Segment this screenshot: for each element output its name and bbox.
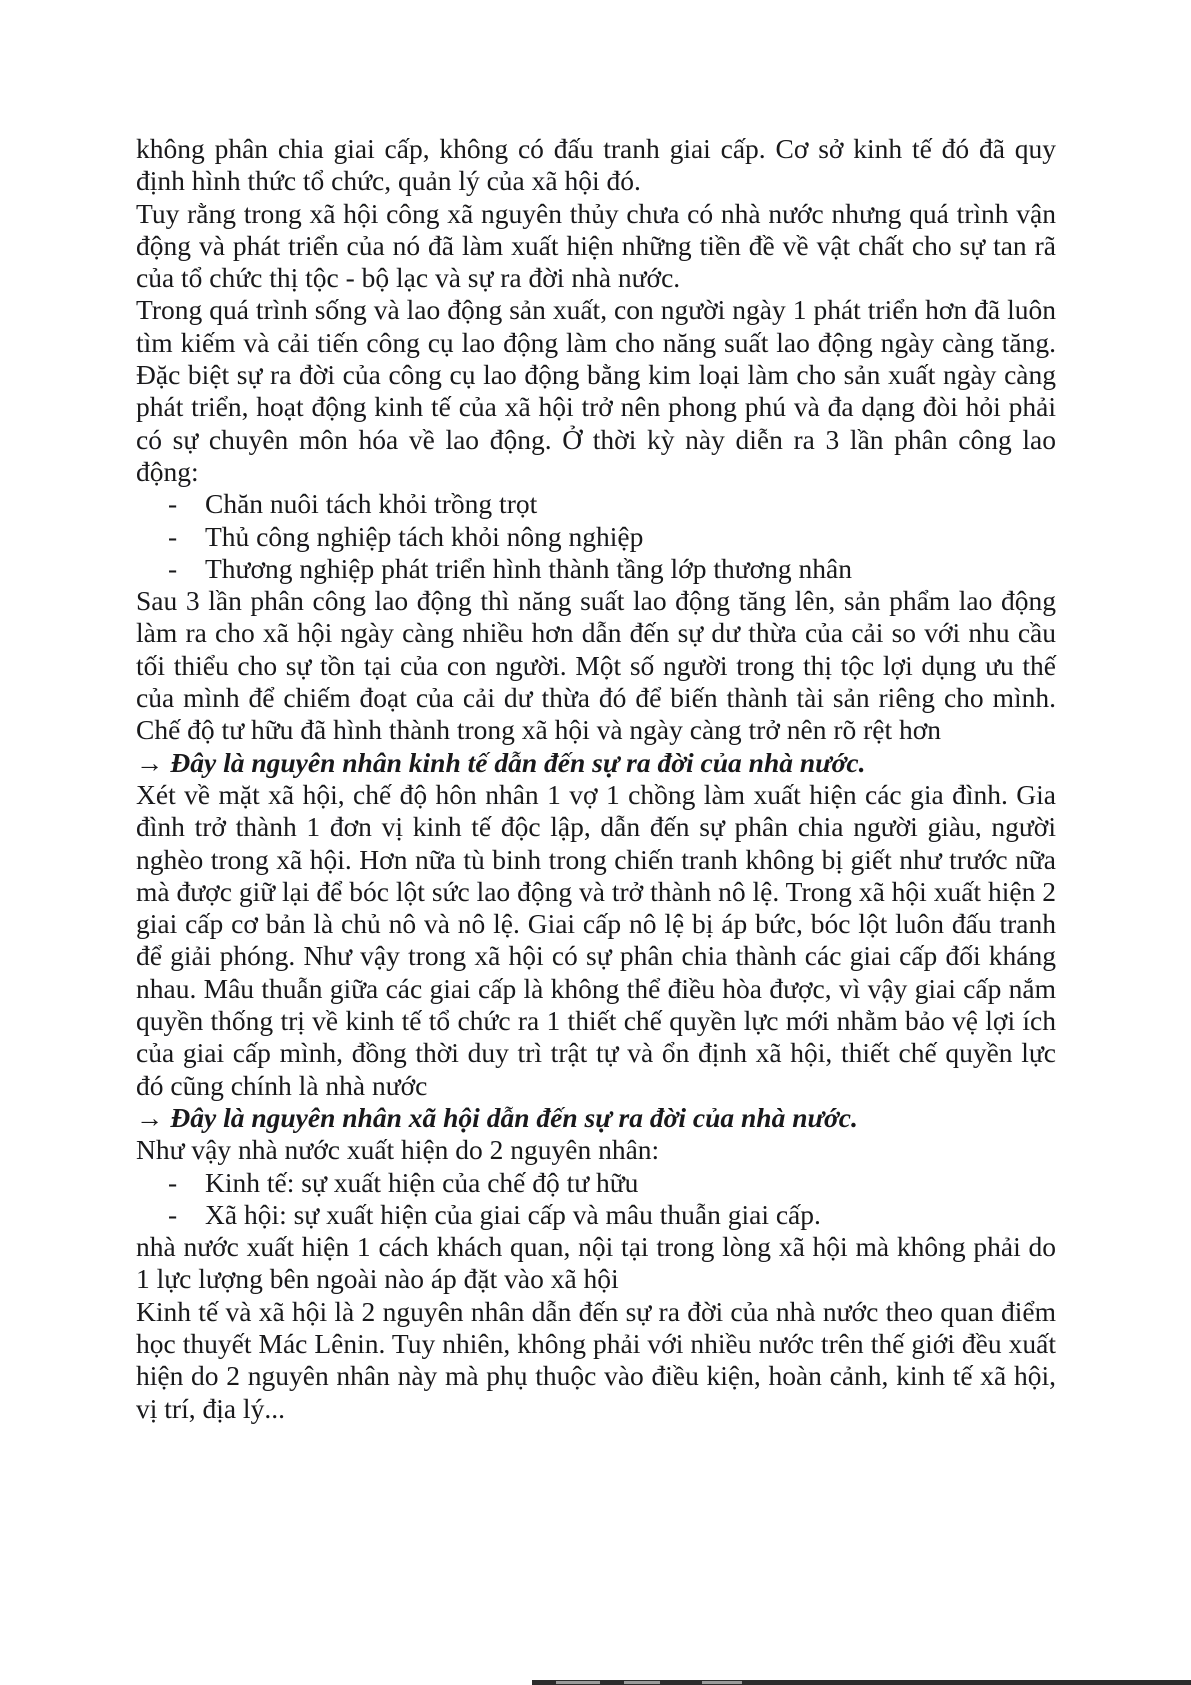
list-item — [136, 488, 1056, 520]
paragraph: không phân chia giai cấp, không có đấu tranh giai cấp. Cơ sở kinh tế đó đã quy định hình thức tổ chức, quản lý của xã hội đó. — [136, 133, 1056, 197]
page-edge-strip-segment — [702, 1681, 742, 1684]
list-marker: - — [168, 552, 178, 584]
list-marker: - — [168, 520, 178, 552]
list-marker: - — [168, 1198, 178, 1230]
list-item — [136, 1167, 1056, 1199]
list-item-text: Chăn nuôi tách khỏi trồng trọt — [205, 488, 538, 520]
emphasis-line — [136, 747, 1056, 779]
paragraph: nhà nước xuất hiện 1 cách khách quan, nội tại trong lòng xã hội mà không phải do 1 lực lượng bên ngoài nào áp đặt vào xã hội — [136, 1231, 1056, 1295]
paragraph: Trong quá trình sống và lao động sản xuất, con người ngày 1 phát triển hơn đã luôn tìm kiếm và cải tiến công cụ lao động làm cho năng suất lao động ngày càng tăng. Đặc biệt sự ra đời của công cụ lao động bằng kim loại làm cho sản xuất ngày càng phát triển, hoạt động kinh tế của xã hội trở nên phong phú và đa dạng đòi hỏi phải có sự chuyên môn hóa về lao động. Ở thời kỳ này diễn ra 3 lần phân công lao động: — [136, 294, 1056, 487]
page-edge-strip-segment — [624, 1681, 660, 1684]
paragraph: Kinh tế và xã hội là 2 nguyên nhân dẫn đến sự ra đời của nhà nước theo quan điểm học thuyết Mác Lênin. Tuy nhiên, không phải với nhiều nước trên thế giới đều xuất hiện do 2 nguyên nhân này mà phụ thuộc vào điều kiện, hoàn cảnh, kinh tế xã hội, vị trí, địa lý... — [136, 1295, 1056, 1424]
paragraph: Tuy rằng trong xã hội công xã nguyên thủy chưa có nhà nước nhưng quá trình vận động và phát triển của nó đã làm xuất hiện những tiền đề về vật chất cho sự tan rã của tổ chức thị tộc - bộ lạc và sự ra đời nhà nước. — [136, 197, 1056, 294]
arrow-glyph: → — [136, 1101, 171, 1133]
list-marker: - — [168, 1166, 178, 1198]
list-marker: - — [168, 488, 178, 520]
paragraph: Sau 3 lần phân công lao động thì năng suất lao động tăng lên, sản phẩm lao động làm ra cho xã hội ngày càng nhiều hơn dẫn đến sự dư thừa của cải so với nhu cầu tối thiểu cho sự tồn tại của con người. Một số người trong thị tộc lợi dụng ưu thế của mình để chiếm đoạt của cải dư thừa đó để biến thành tài sản riêng cho mình. Chế độ tư hữu đã hình thành trong xã hội và ngày càng trở nên rõ rệt hơn — [136, 585, 1056, 746]
emphasis-text: Đây là nguyên nhân kinh tế dẫn đến sự ra đời của nhà nước. — [170, 746, 866, 778]
page-edge-strip-segment — [556, 1681, 600, 1684]
arrow-glyph: → — [136, 746, 171, 778]
emphasis-line — [136, 1102, 1056, 1134]
list-item — [136, 1199, 1056, 1231]
page-edge-strip — [532, 1680, 1191, 1685]
emphasis-text: Đây là nguyên nhân xã hội dẫn đến sự ra đời của nhà nước. — [170, 1101, 858, 1133]
paragraph: Xét về mặt xã hội, chế độ hôn nhân 1 vợ 1 chồng làm xuất hiện các gia đình. Gia đình trở thành 1 đơn vị kinh tế độc lập, dẫn đến sự phân chia người giàu, người nghèo trong xã hội. Hơn nữa tù binh trong chiến tranh không bị giết như trước nữa mà được giữ lại để bóc lột sức lao động và trở thành nô lệ. Trong xã hội xuất hiện 2 giai cấp cơ bản là chủ nô và nô lệ. Giai cấp nô lệ bị áp bức, bóc lột luôn đấu tranh để giải phóng. Như vậy trong xã hội có sự phân chia thành các giai cấp đối kháng nhau. Mâu thuẫn giữa các giai cấp là không thể điều hòa được, vì vậy giai cấp nắm quyền thống trị về kinh tế tổ chức ra 1 thiết chế quyền lực mới nhằm bảo vệ lợi ích của giai cấp mình, đồng thời duy trì trật tự và ổn định xã hội, thiết chế quyền lực đó cũng chính là nhà nước — [136, 778, 1056, 1101]
list-item-text: Kinh tế: sự xuất hiện của chế độ tư hữu — [205, 1166, 639, 1198]
list-item-text: Xã hội: sự xuất hiện của giai cấp và mâu thuẫn giai cấp. — [205, 1198, 821, 1230]
list-item — [136, 553, 1056, 585]
paragraph: Như vậy nhà nước xuất hiện do 2 nguyên nhân: — [136, 1134, 660, 1166]
list-item-text: Thương nghiệp phát triển hình thành tầng lớp thương nhân — [205, 552, 853, 584]
document-content — [136, 133, 1056, 1425]
list-item-text: Thủ công nghiệp tách khỏi nông nghiệp — [205, 520, 644, 552]
list-item — [136, 521, 1056, 553]
